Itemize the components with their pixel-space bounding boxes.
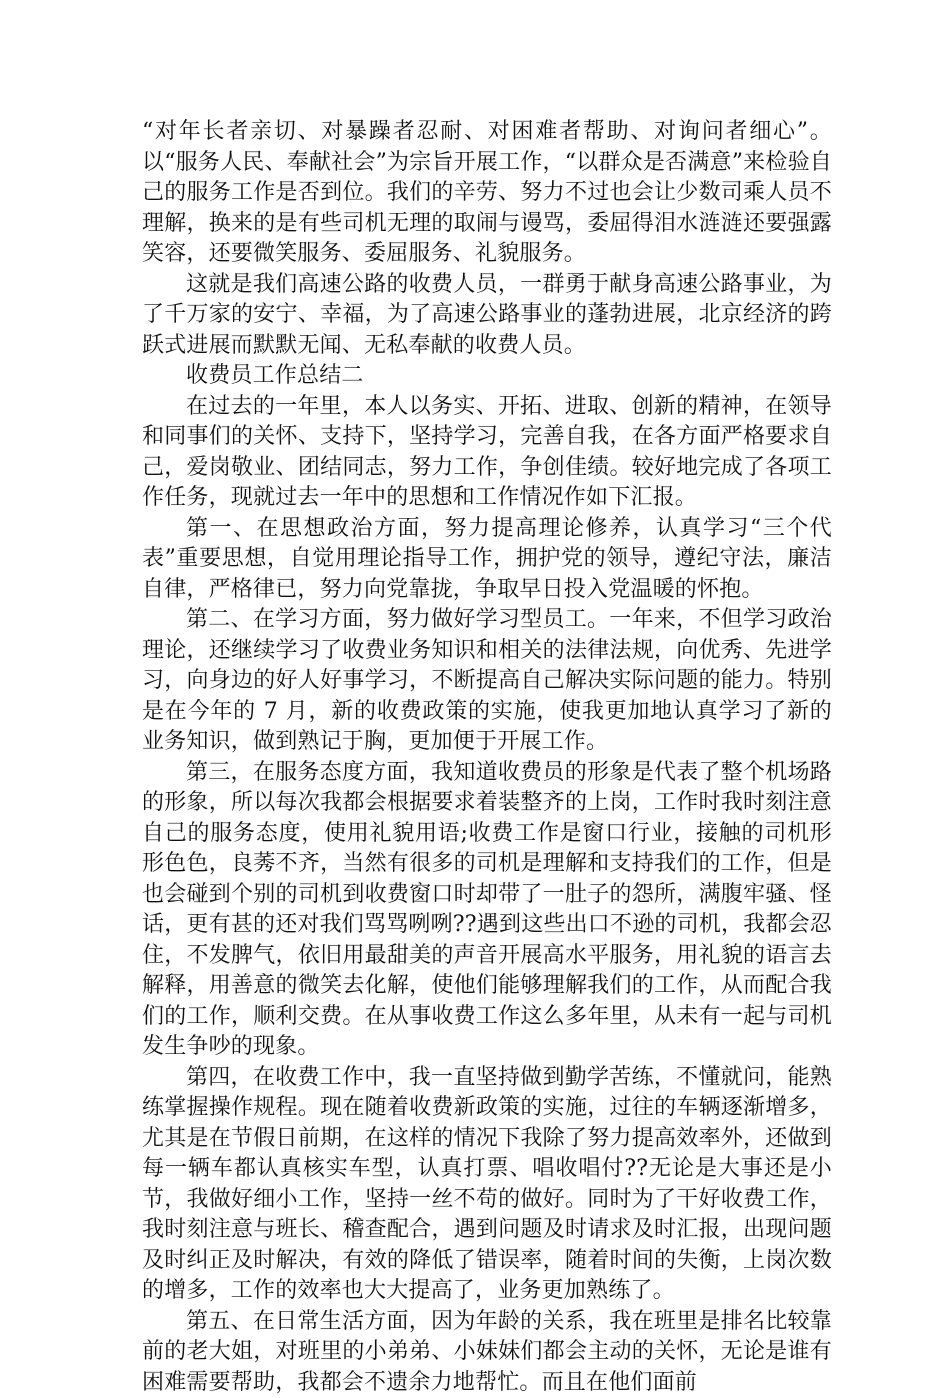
document-body bbox=[142, 117, 832, 1398]
paragraph-service-motto: “对年长者亲切、对暴躁者忍耐、对困难者帮助、对询问者细心”。以“服务人民、奉献社会”为宗旨开展工作，“以群众是否满意”来检验自己的服务工作是否到位。我们的辛劳、努力不过也会让少数司乘人员不理解，换来的是有些司机无理的取闹与谩骂，委屈得泪水涟涟还要强露笑容，还要微笑服务、委屈服务、礼貌服务。 bbox=[142, 117, 832, 270]
paragraph-daily-life: 第五、在日常生活方面，因为年龄的关系，我在班里是排名比较靠前的老大姐，对班里的小弟弟、小妹妹们都会主动的关怀，无论是谁有困难需要帮助，我都会不遗余力地帮忙。而且在他们面前 bbox=[142, 1307, 832, 1398]
paragraph-political-thought: 第一、在思想政治方面，努力提高理论修养，认真学习“三个代表”重要思想，自觉用理论指导工作，拥护党的领导，遵纪守法，廉洁自律，严格律已，努力向党靠拢，争取早日投入党温暖的怀抱。 bbox=[142, 514, 832, 606]
paragraph-learning: 第二、在学习方面，努力做好学习型员工。一年来，不但学习政治理论，还继续学习了收费业务知识和相关的法律法规，向优秀、先进学习，向身边的好人好事学习，不断提高自己解决实际问题的能力。特别是在今年的 7 月，新的收费政策的实施，使我更加地认真学习了新的业务知识，做到熟记于胸，更加便于开展工作。 bbox=[142, 605, 832, 758]
paragraph-toll-work: 第四，在收费工作中，我一直坚持做到勤学苦练，不懂就问，能熟练掌握操作规程。现在随着收费新政策的实施，过往的车辆逐渐增多，尤其是在节假日前期，在这样的情况下我除了努力提高效率外，还做到每一辆车都认真核实车型，认真打票、唱收唱付??无论是大事还是小节，我做好细小工作，坚持一丝不苟的做好。同时为了干好收费工作，我时刻注意与班长、稽查配合，遇到问题及时请求及时汇报，出现问题及时纠正及时解决，有效的降低了错误率，随着时间的失衡，上岗次数的增多，工作的效率也大大提高了，业务更加熟练了。 bbox=[142, 1063, 832, 1307]
paragraph-service-attitude: 第三，在服务态度方面，我知道收费员的形象是代表了整个机场路的形象，所以每次我都会根据要求着装整齐的上岗，工作时我时刻注意自己的服务态度，使用礼貌用语;收费工作是窗口行业，接触的司机形形色色，良莠不齐，当然有很多的司机是理解和支持我们的工作，但是也会碰到个别的司机到收费窗口时却带了一肚子的怨所，满腹牢骚、怪话，更有甚的还对我们骂骂咧咧??遇到这些出口不逊的司机，我都会忍住，不发脾气，依旧用最甜美的声音开展高水平服务，用礼貌的语言去解释，用善意的微笑去化解，使他们能够理解我们的工作，从而配合我们的工作，顺利交费。在从事收费工作这么多年里，从未有一起与司机发生争吵的现象。 bbox=[142, 758, 832, 1063]
section-heading-summary-two: 收费员工作总结二 bbox=[142, 361, 832, 392]
paragraph-toll-staff-dedication: 这就是我们高速公路的收费人员，一群勇于献身高速公路事业，为了千万家的安宁、幸福，为了高速公路事业的蓬勃进展，北京经济的跨跃式进展而默默无闻、无私奉献的收费人员。 bbox=[142, 270, 832, 362]
paragraph-year-overview: 在过去的一年里，本人以务实、开拓、进取、创新的精神，在领导和同事们的关怀、支持下，坚持学习，完善自我，在各方面严格要求自己，爱岗敬业、团结同志，努力工作，争创佳绩。较好地完成了各项工作任务，现就过去一年中的思想和工作情况作如下汇报。 bbox=[142, 392, 832, 514]
